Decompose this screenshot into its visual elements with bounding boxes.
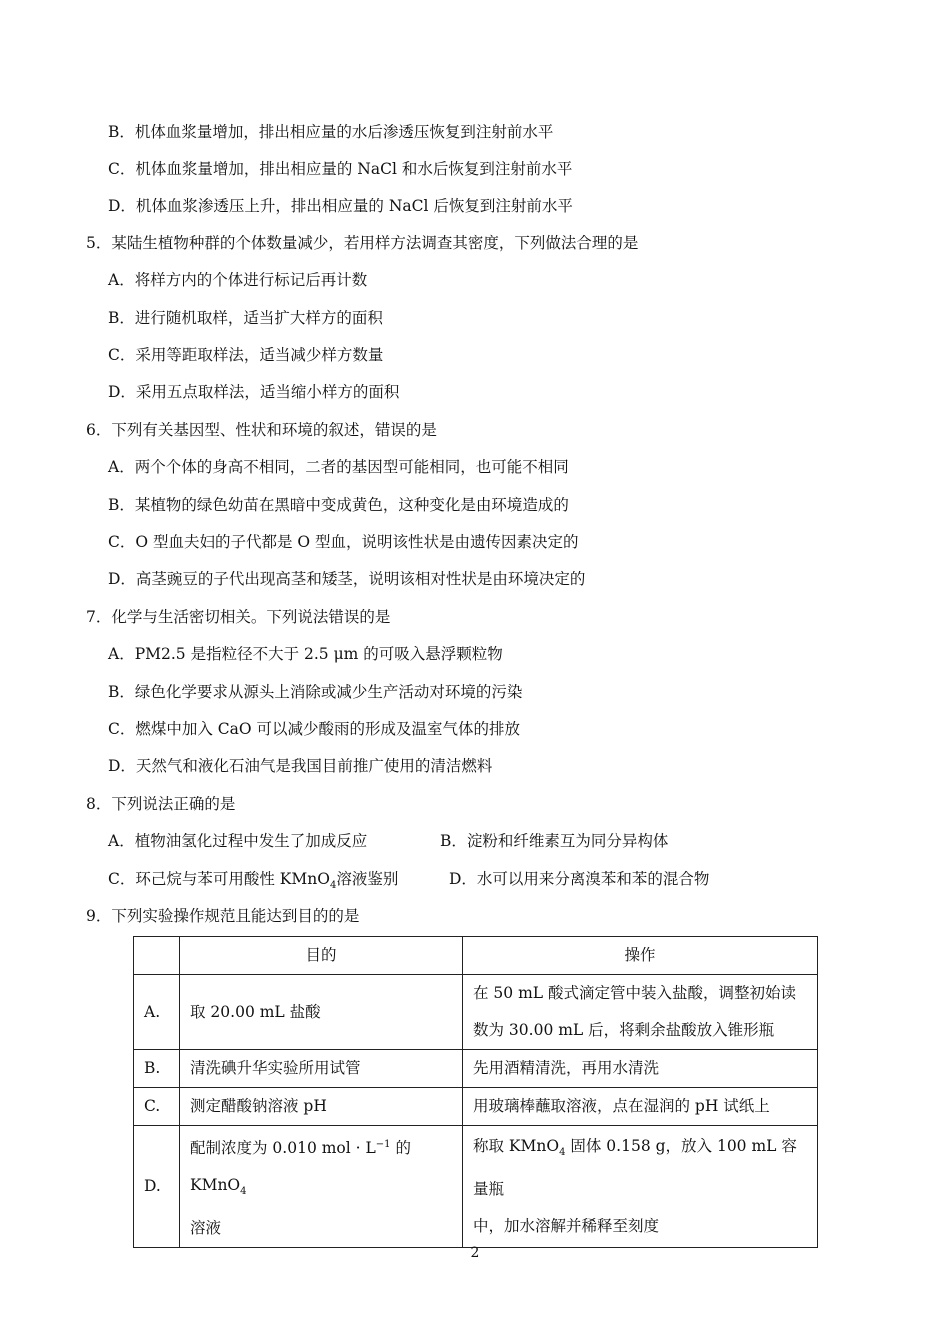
table-header-goal: 目的 <box>180 937 463 975</box>
row-d-operation <box>463 1126 818 1248</box>
row-a-operation-line1: 在 50 mL 酸式滴定管中装入盐酸，调整初始读 <box>473 984 796 1002</box>
row-d-label: D. <box>134 1126 180 1248</box>
table-header-empty <box>134 937 180 975</box>
q8-option-d: D．水可以用来分离溴苯和苯的混合物 <box>449 870 710 888</box>
q8-stem: 8．下列说法正确的是 <box>86 795 236 813</box>
q4-option-b: B．机体血浆量增加，排出相应量的水后渗透压恢复到注射前水平 <box>108 123 554 141</box>
q8-option-c-text: C．环己烷与苯可用酸性 KMnO <box>108 870 330 888</box>
row-b-goal: 清洗碘升华实验所用试管 <box>180 1050 463 1088</box>
q5-option-b: B．进行随机取样，适当扩大样方的面积 <box>108 309 383 327</box>
q7-option-d: D．天然气和液化石油气是我国目前推广使用的清洁燃料 <box>108 757 493 775</box>
table-row-d <box>134 1126 818 1248</box>
q8-option-c-text-end: 溶液鉴别 <box>336 870 399 888</box>
row-a-operation-line2: 数为 30.00 mL 后，将剩余盐酸放入锥形瓶 <box>473 1021 775 1039</box>
q9-stem: 9．下列实验操作规范且能达到目的的是 <box>86 907 360 925</box>
row-d-goal-text-mid: 的 KMnO <box>190 1139 411 1195</box>
row-a-goal: 取 20.00 mL 盐酸 <box>180 975 463 1050</box>
row-d-goal-unit: mol · L <box>321 1139 376 1158</box>
row-d-goal-line2: 溶液 <box>190 1219 222 1238</box>
q7-stem: 7．化学与生活密切相关。下列说法错误的是 <box>86 608 391 626</box>
row-d-operation-text: 称取 KMnO <box>473 1137 560 1156</box>
page-number: 2 <box>470 1245 480 1261</box>
q7-option-c: C．燃煤中加入 CaO 可以减少酸雨的形成及温室气体的排放 <box>108 720 521 738</box>
q7-option-b: B．绿色化学要求从源头上消除或减少生产活动对环境的污染 <box>108 683 523 701</box>
row-d-operation-subscript: 4 <box>559 1147 566 1159</box>
q7-option-a: A．PM2.5 是指粒径不大于 2.5 μm 的可吸入悬浮颗粒物 <box>108 645 503 663</box>
row-b-operation: 先用酒精清洗，再用水清洗 <box>463 1050 818 1088</box>
row-d-goal-line1 <box>190 1126 452 1210</box>
q5-option-c: C．采用等距取样法，适当减少样方数量 <box>108 346 384 364</box>
q9-table <box>133 936 818 1248</box>
table-row-b <box>134 1050 818 1088</box>
q6-option-c: C．O 型血夫妇的子代都是 O 型血，说明该性状是由遗传因素决定的 <box>108 533 579 551</box>
q6-option-b: B．某植物的绿色幼苗在黑暗中变成黄色，这种变化是由环境造成的 <box>108 496 569 514</box>
q4-option-d: D．机体血浆渗透压上升，排出相应量的 NaCl 后恢复到注射前水平 <box>108 197 573 215</box>
table-row-c <box>134 1088 818 1126</box>
table-header-operation: 操作 <box>463 937 818 975</box>
q8-option-c-subscript: 4 <box>329 880 337 892</box>
row-d-operation-line1 <box>473 1128 807 1208</box>
q6-stem: 6．下列有关基因型、性状和环境的叙述，错误的是 <box>86 421 437 439</box>
row-d-goal-superscript: −1 <box>375 1139 391 1150</box>
row-d-goal-subscript: 4 <box>240 1186 247 1198</box>
q8-option-a: A．植物油氢化过程中发生了加成反应 <box>108 832 368 850</box>
row-c-goal: 测定醋酸钠溶液 pH <box>180 1088 463 1126</box>
q4-option-c: C．机体血浆量增加，排出相应量的 NaCl 和水后恢复到注射前水平 <box>108 160 573 178</box>
row-d-goal <box>180 1126 463 1248</box>
table-header-row <box>134 937 818 975</box>
q8-option-b: B．淀粉和纤维素互为同分异构体 <box>440 832 669 850</box>
q8-option-c <box>108 869 398 896</box>
row-d-goal-text: 配制浓度为 0.010 <box>190 1139 322 1158</box>
q6-option-a: A．两个个体的身高不相同，二者的基因型可能相同，也可能不相同 <box>108 458 569 476</box>
row-b-label: B. <box>134 1050 180 1088</box>
row-d-operation-line2: 中，加水溶解并稀释至刻度 <box>473 1217 660 1236</box>
row-c-operation: 用玻璃棒蘸取溶液，点在湿润的 pH 试纸上 <box>463 1088 818 1126</box>
table-row-a <box>134 975 818 1050</box>
q5-stem: 5．某陆生植物种群的个体数量减少，若用样方法调查其密度，下列做法合理的是 <box>86 234 639 252</box>
q5-option-d: D．采用五点取样法，适当缩小样方的面积 <box>108 383 400 401</box>
row-c-label: C. <box>134 1088 180 1126</box>
row-a-operation <box>463 975 818 1050</box>
q5-option-a: A．将样方内的个体进行标记后再计数 <box>108 271 368 289</box>
q6-option-d: D．高茎豌豆的子代出现高茎和矮茎，说明该相对性状是由环境决定的 <box>108 570 586 588</box>
row-a-label: A. <box>134 975 180 1050</box>
row-d-operation-text-end: 固体 0.158 g，放入 100 mL 容量瓶 <box>473 1137 797 1199</box>
